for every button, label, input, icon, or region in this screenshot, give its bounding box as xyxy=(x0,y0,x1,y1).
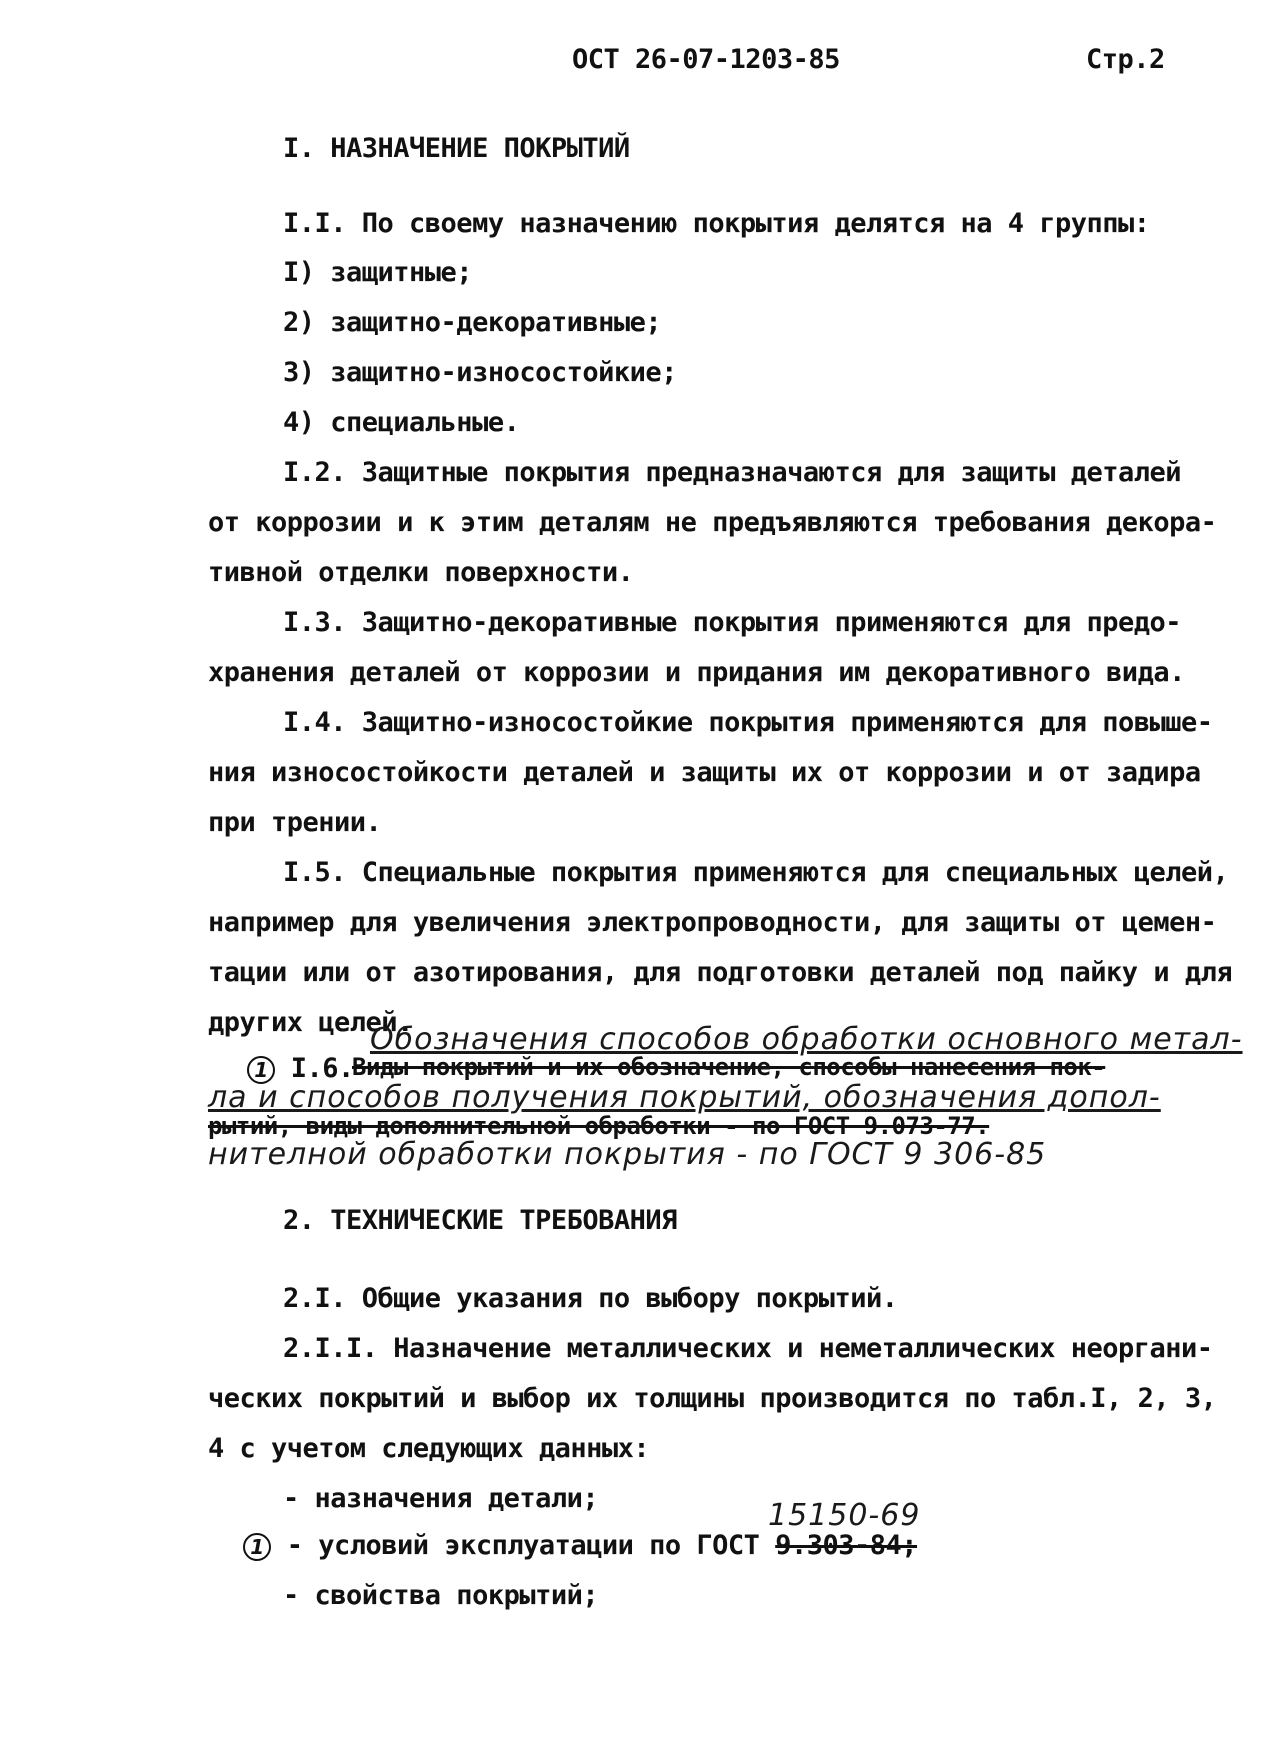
struck-text-line: рытий, виды дополнительной обработки - по ГОСТ 9.073-77. xyxy=(208,1112,990,1140)
list-item: 4) специальные. xyxy=(283,407,520,438)
list-item: 3) защитно-износостойкие; xyxy=(283,357,677,388)
clause-1-5-line: тации или от азотирования, для подготовки деталей под пайку и для xyxy=(208,957,1233,988)
clause-1-5-line: I.5. Специальные покрытия применяются для специальных целей, xyxy=(283,857,1229,888)
page-number: Стр.2 xyxy=(1086,44,1165,75)
bullet-text: - условий эксплуатации по ГОСТ xyxy=(286,1530,760,1561)
clause-1-4-line: при трении. xyxy=(208,807,382,838)
change-mark-icon: 1 xyxy=(247,1056,275,1084)
bullet-item: - назначения детали; xyxy=(283,1483,599,1514)
clause-1-6-number: I.6. xyxy=(290,1053,354,1084)
clause-1-1: I.I. По своему назначению покрытия делятся на 4 группы: xyxy=(283,208,1150,239)
list-item: I) защитные; xyxy=(283,257,473,288)
clause-1-5-line: других целей. xyxy=(208,1007,413,1038)
clause-2-1-1-line: 2.I.I. Назначение металлических и неметаллических неоргани- xyxy=(283,1333,1213,1364)
clause-2-1-1-line: ческих покрытий и выбор их толщины производится по табл.I, 2, 3, xyxy=(208,1383,1217,1414)
section-1-title: I. НАЗНАЧЕНИЕ ПОКРЫТИЙ xyxy=(283,133,630,164)
clause-1-3-line: I.3. Защитно-декоративные покрытия применяются для предо- xyxy=(283,607,1182,638)
handwritten-amendment-line: ла и способов получения покрытий, обозначения допол- xyxy=(208,1080,1161,1115)
clause-2-1: 2.I. Общие указания по выбору покрытий. xyxy=(283,1283,898,1314)
clause-1-2-line: тивной отделки поверхности. xyxy=(208,557,634,588)
handwritten-amendment-line: Обозначения способов обработки основного метал- xyxy=(370,1022,1243,1057)
clause-1-3-line: хранения деталей от коррозии и придания им декоративного вида. xyxy=(208,657,1185,688)
document-code: ОСТ 26-07-1203-85 xyxy=(572,44,840,75)
bullet-item: - свойства покрытий; xyxy=(283,1580,599,1611)
struck-text-line: Виды покрытий и их обозначение, способы нанесения пок- xyxy=(352,1053,1106,1081)
clause-1-4-line: ния износостойкости деталей и защиты их от коррозии и от задира xyxy=(208,757,1201,788)
clause-1-5-line: например для увеличения электропроводности, для защиты от цемен- xyxy=(208,907,1217,938)
list-item: 2) защитно-декоративные; xyxy=(283,307,662,338)
change-mark-icon: 1 xyxy=(243,1533,271,1561)
section-2-title: 2. ТЕХНИЧЕСКИЕ ТРЕБОВАНИЯ xyxy=(283,1205,677,1236)
struck-gost-number: 9.303-84; xyxy=(775,1530,918,1561)
clause-1-4-line: I.4. Защитно-износостойкие покрытия применяются для повыше- xyxy=(283,707,1213,738)
bullet-item xyxy=(243,1530,917,1561)
clause-2-1-1-line: 4 с учетом следующих данных: xyxy=(208,1433,650,1464)
handwritten-gost-number: 15150-69 xyxy=(768,1498,921,1533)
clause-1-2-line: I.2. Защитные покрытия предназначаются для защиты деталей xyxy=(283,457,1182,488)
handwritten-amendment-line: нителной обработки покрытия - по ГОСТ 9 306-85 xyxy=(208,1137,1047,1172)
clause-1-2-line: от коррозии и к этим деталям не предъявляются требования декора- xyxy=(208,507,1217,538)
